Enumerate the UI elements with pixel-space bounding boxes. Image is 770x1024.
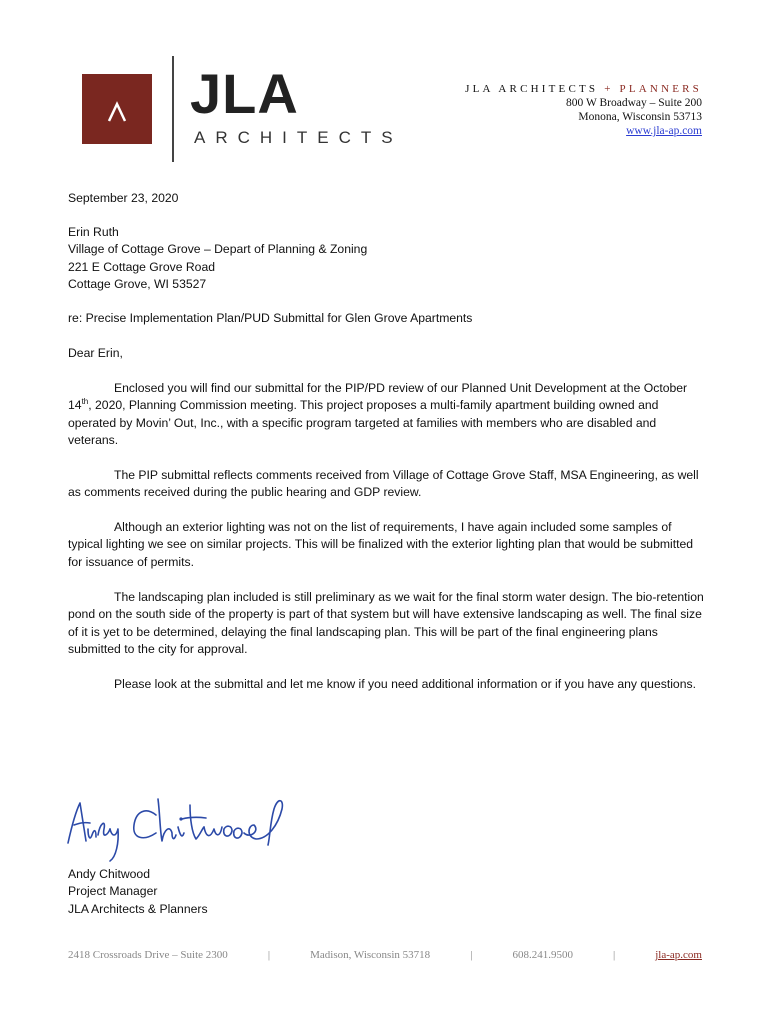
footer-separator: | — [267, 949, 271, 961]
signature-block — [68, 866, 708, 918]
footer — [68, 949, 702, 961]
signer-title: Project Manager — [68, 884, 158, 899]
footer-website-link[interactable]: jla-ap.com — [655, 949, 702, 961]
paragraph-5: Please look at the submittal and let me know if you need additional information or if you have any questions. — [114, 677, 696, 691]
footer-separator: | — [470, 949, 473, 961]
firm-name-planners: PLANNERS — [619, 83, 702, 95]
paragraph-1-superscript: th — [81, 397, 89, 407]
recipient-department: Village of Cottage Grove – Depart of Planning & Zoning — [68, 242, 368, 257]
footer-separator: | — [613, 949, 616, 961]
signer-name: Andy Chitwood — [68, 867, 150, 881]
paragraph-2: The PIP submittal reflects comments received from Village of Cottage Grove Staff, MSA Engineering, as well as comments received during the public hearing and GDP review. — [68, 468, 699, 500]
logo-mark-box — [82, 74, 152, 144]
logo-divider — [172, 56, 174, 162]
letter-date: September 23, 2020 — [68, 191, 179, 205]
recipient-name: Erin Ruth — [68, 225, 119, 239]
recipient-street: 221 E Cottage Grove Road — [68, 259, 216, 274]
footer-city: Madison, Wisconsin 53718 — [310, 949, 431, 961]
firm-address-line1: 800 W Broadway – Suite 200 — [566, 97, 702, 109]
recipient-block — [68, 224, 708, 294]
firm-website-link[interactable]: www.jla-ap.com — [626, 125, 702, 137]
recipient-city: Cottage Grove, WI 53527 — [68, 277, 207, 292]
logo-chevron-icon — [82, 74, 152, 144]
paragraph-1 — [68, 380, 708, 450]
logo-wordmark: JLA — [190, 62, 299, 125]
footer-phone: 608.241.9500 — [512, 949, 573, 961]
signer-company: JLA Architects & Planners — [68, 901, 208, 916]
paragraph-3: Although an exterior lighting was not on the list of requirements, I have again included some samples of typical lighting we see on similar projects. This will be finalized with the exterior lighting plan that would be submitted for issuance of permits. — [68, 520, 694, 569]
letter-salutation: Dear Erin, — [68, 346, 123, 360]
footer-address: 2418 Crossroads Drive – Suite 2300 — [68, 949, 228, 961]
paragraph-1-part-b: , 2020, Planning Commission meeting. This project proposes a multi-family apartment building owned and operated by Movin’ Out, Inc., with a specific program targeted at families with members who are disabled and veterans. — [68, 398, 659, 448]
logo-subtitle: ARCHITECTS — [194, 128, 403, 147]
firm-name — [465, 82, 702, 96]
paragraph-4: The landscaping plan included is still preliminary as we wait for the final storm water design. The bio-retention pond on the south side of the property is part of that system but will have extensive landscaping as well. The final size of it is yet to be determined, delaying the final landscaping plan. This will be part of the final engineering plans submitted to the city for approval. — [68, 590, 704, 657]
firm-name-plus: + — [604, 83, 614, 95]
firm-name-jla: JLA ARCHITECTS — [465, 83, 599, 95]
firm-address-line2: Monona, Wisconsin 53713 — [578, 111, 702, 123]
firm-header — [465, 82, 702, 138]
paragraph-1-part-a: Enclosed you will find our submittal for the PIP/PD review of our Planned Unit Development at the October 14 — [68, 381, 688, 413]
letter-subject: re: Precise Implementation Plan/PUD Submittal for Glen Grove Apartments — [68, 311, 473, 325]
handwritten-signature — [64, 785, 294, 865]
